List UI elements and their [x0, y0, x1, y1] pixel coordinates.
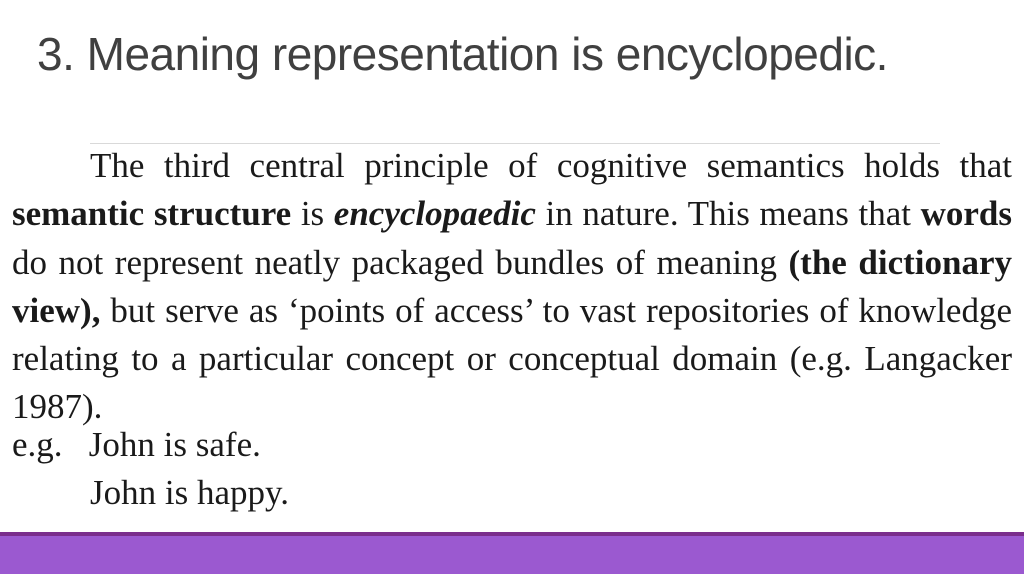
slide-title: 3. Meaning representation is encyclopedic.	[37, 28, 888, 80]
example-prefix: e.g.	[12, 425, 63, 464]
paragraph-segment: but serve as ‘points of access’ to vast repositories of knowledge relating to a particular concept or conceptual domain (e.g. Langacker 1987).	[12, 290, 1012, 427]
term-semantic-structure: semantic structure	[12, 194, 292, 234]
paragraph-segment: is	[291, 194, 334, 234]
term-dictionary-view: (the dictionary view),	[12, 242, 1012, 330]
paragraph-segment: The third central principle of cognitive semantics holds that	[90, 146, 1012, 185]
body-paragraph	[12, 142, 1012, 432]
paragraph-segment: in nature. This means that	[535, 194, 921, 234]
example-line-2	[90, 469, 289, 517]
example-sentence-2: John is happy.	[90, 473, 289, 512]
term-words: words	[920, 194, 1012, 234]
term-encyclopaedic: encyclopaedic	[333, 194, 536, 234]
example-line-1	[12, 421, 261, 469]
footer-band	[0, 536, 1024, 574]
paragraph-segment: do not represent neatly packaged bundles of meaning	[12, 242, 789, 282]
example-sentence-1: John is safe.	[88, 425, 261, 464]
